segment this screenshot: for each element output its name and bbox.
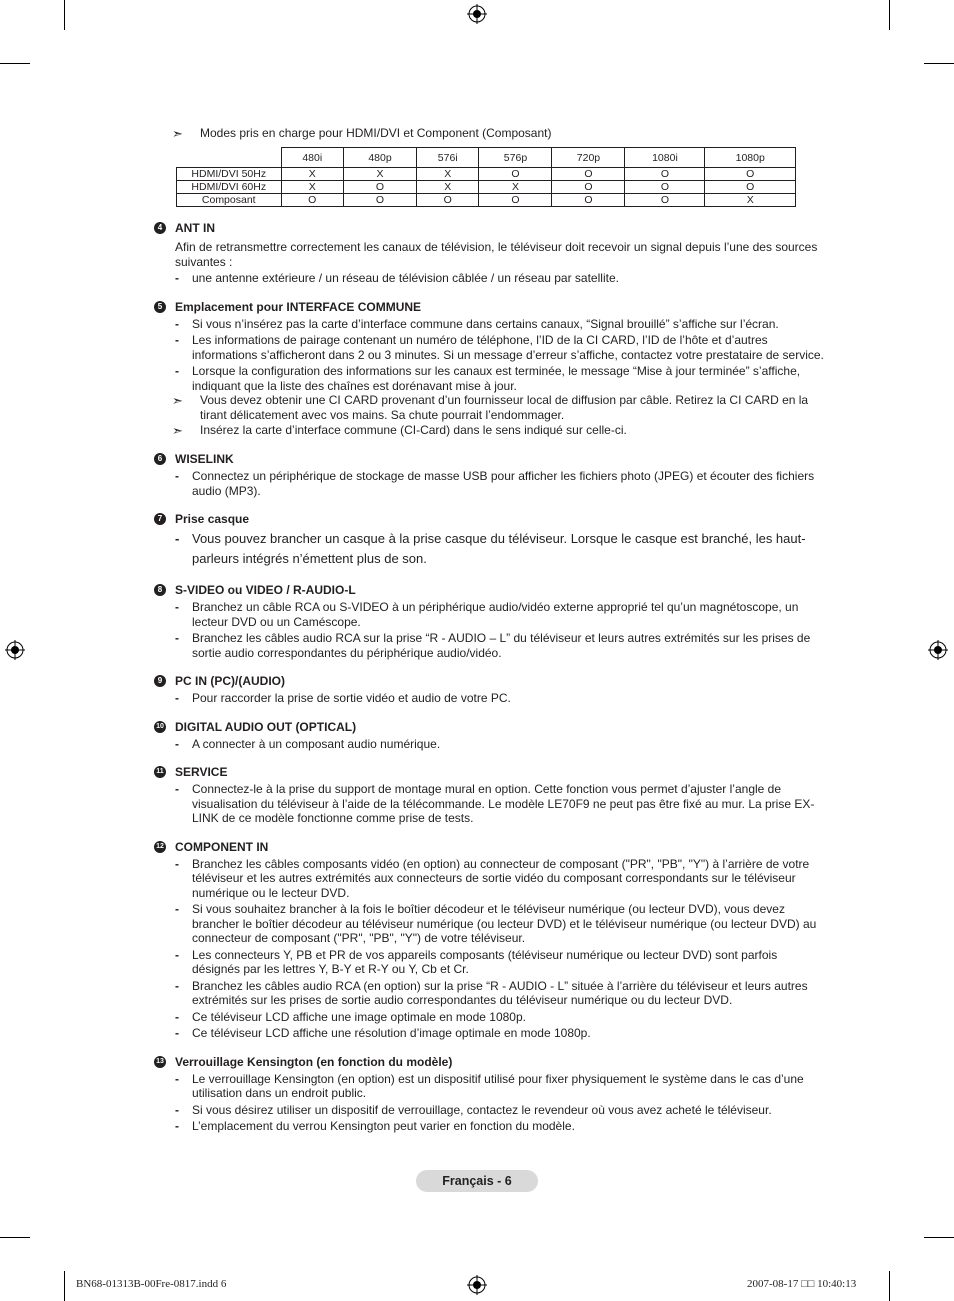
section-number-badge: 13 [154,1056,166,1068]
bullet-dash: - [175,469,179,483]
table-cell: O [625,168,705,181]
table-cell: O [344,181,417,194]
bullet-dash: - [175,1102,179,1117]
table-column-header: 480i [281,148,344,168]
bullet-dash: - [175,364,179,378]
table-cell: O [552,181,625,194]
note-arrow-icon: ➣ [172,126,183,141]
list-item [154,1072,826,1101]
table-column-header: 480p [344,148,417,168]
section-heading [154,839,826,855]
list-item [154,1010,826,1025]
section-title: DIGITAL AUDIO OUT (OPTICAL) [175,719,357,734]
bullet-dash: - [175,333,179,347]
section-title: SERVICE [175,765,228,779]
table-cell: O [552,168,625,181]
section [154,511,826,569]
section-heading [154,1054,826,1070]
table-header-row [177,148,796,168]
section-number-badge: 10 [154,721,166,733]
section-number-badge: 11 [154,766,166,778]
bullet-dash: - [175,736,179,751]
list-item [154,1026,826,1041]
table-cell: X [416,181,479,194]
table-cell: O [625,181,705,194]
bullet-dash: - [175,600,179,614]
crop-mark [0,63,30,64]
section [154,673,826,706]
table-corner-cell [177,148,282,168]
table-cell: X [281,181,344,194]
list-item [154,529,826,569]
date-slug: 2007-08-17 □□ 10:40:13 [747,1278,857,1290]
table-row-label: HDMI/DVI 50Hz [177,168,282,181]
list-item [154,948,826,977]
section [154,582,826,660]
section-heading [154,764,826,780]
table-cell: X [281,168,344,181]
bullet-dash: - [175,1119,179,1133]
section [154,839,826,1041]
table-cell: O [344,194,417,207]
section-heading [154,451,826,467]
table-cell: X [416,168,479,181]
registration-mark-icon [467,1275,487,1295]
bullet-dash: - [175,1026,179,1040]
list-item [154,857,826,901]
note [154,393,826,423]
section-number-badge: 6 [154,453,166,465]
table-column-header: 720p [552,148,625,168]
table-cell: O [705,168,796,181]
list-item [154,979,826,1008]
section [154,764,826,826]
table-cell: O [625,194,705,207]
section-title: Prise casque [175,512,250,526]
file-slug: BN68-01313B-00Fre-0817.indd 6 [76,1278,227,1290]
bullet-dash: - [175,271,179,285]
section-heading [154,719,826,735]
bullet-dash: - [175,316,179,331]
table-column-header: 576p [479,148,552,168]
table-row-label: Composant [177,194,282,207]
table-row-label: HDMI/DVI 60Hz [177,181,282,194]
section-heading [154,673,826,689]
list-item-text: L’emplacement du verrou Kensington peut varier en fonction du modèle. [192,1119,575,1133]
registration-mark-icon [467,4,487,24]
section-number-badge: 5 [154,301,166,313]
list-item [154,1103,826,1118]
section-title: PC IN (PC)/(AUDIO) [175,674,285,688]
section-number-badge: 9 [154,675,166,687]
list-item-text: Branchez un câble RCA ou S-VIDEO à un périphérique audio/vidéo externe approprié tel qu’un magnétoscope, un lecteur DVD ou un Caméscope. [192,600,799,629]
crop-mark [924,1237,954,1238]
list-item-text: Les connecteurs Y, PB et PR de vos appareils composants (téléviseur numérique ou lecteur DVD) sont parfois désignés par les lettres Y, B-Y et R-Y ou Y, Cb et Cr. [192,947,778,976]
crop-mark [64,1271,65,1301]
section [154,1054,826,1134]
bullet-dash: - [175,1009,179,1024]
list-item [154,469,826,498]
list-item [154,782,826,826]
bullet-dash: - [175,902,179,916]
list-item-text: Ce téléviseur LCD affiche une image optimale en mode 1080p. [192,1009,526,1024]
table-row [177,168,796,181]
bullet-dash: - [175,1071,179,1086]
table-cell: O [552,194,625,207]
list-item-text: Branchez les câbles composants vidéo (en option) au connecteur de composant ("PR", "PB", "Y") à l’arrière de votre téléviseur et les autres extrémités aux connecteurs de sortie vidéo du composant correspondants sur le téléviseur numérique ou le lecteur DVD. [192,856,810,900]
list-item [154,691,826,706]
table-cell: O [281,194,344,207]
table-column-header: 1080i [625,148,705,168]
section-heading [154,582,826,598]
list-item-text: Branchez les câbles audio RCA sur la prise “R - AUDIO – L” du téléviseur et leurs autres extrémités sur les prises de sortie audio correspondantes du périphérique audio/vidéo. [192,631,811,660]
list-item [154,333,826,362]
section-heading [154,220,826,236]
sections [154,220,826,1134]
list-item-text: Si vous n’insérez pas la carte d’interface commune dans certains canaux, “Signal brouillé” s’affiche sur l’écran. [192,316,779,331]
page-content [154,126,826,1134]
bullet-dash: - [175,947,179,962]
bullet-dash: - [175,978,179,993]
list-item [154,600,826,629]
section-number-badge: 12 [154,841,166,853]
page-number-badge: Français - 6 [416,1170,538,1192]
section-heading [154,511,826,527]
note-arrow-icon: ➣ [172,423,183,438]
table-cell: O [705,181,796,194]
table-cell: O [479,168,552,181]
crop-mark [0,1237,30,1238]
list-item-text: Lorsque la configuration des informations sur les canaux est terminée, le message “Mise à jour terminée” s’affiche, indiquant que la liste des chaînes est dorénavant mise à jour. [192,364,801,393]
list-item-text: Ce téléviseur LCD affiche une résolution d’image optimale en mode 1080p. [192,1026,591,1040]
registration-mark-icon [5,640,25,660]
bullet-dash: - [175,631,179,645]
section [154,719,826,752]
section-paragraph: Afin de retransmettre correctement les canaux de télévision, le téléviseur doit recevoir un signal depuis l’une des sources suivantes : [175,240,818,269]
section-title: Verrouillage Kensington (en fonction du modèle) [175,1054,453,1069]
list-item-text: Connectez un périphérique de stockage de masse USB pour afficher les fichiers photo (JPEG) et écouter des fichiers audio (MP3). [192,469,815,498]
registration-mark-icon [928,640,948,660]
note-arrow-icon: ➣ [172,393,183,408]
list-item-text: Branchez les câbles audio RCA (en option) sur la prise “R - AUDIO - L” située à l’arrière du téléviseur et leurs autres extrémités sur les prises de sortie audio correspondantes du téléviseur numérique ou du lecteur DVD. [192,978,808,1007]
list-item-text: Connectez-le à la prise du support de montage mural en option. Cette fonction vous permet d’ajuster l’angle de visualisation du téléviseur à l’aide de la télécommande. Le modèle LE70F9 ne peut pas être fixé au mur. La prise EX-LINK de ce modèle fonctionne comme prise de tests. [192,782,815,825]
modes-table [176,147,796,207]
list-item [154,631,826,660]
crop-mark [64,0,65,30]
section-number-badge: 8 [154,584,166,596]
table-row [177,181,796,194]
section-heading [154,299,826,315]
table-cell: X [705,194,796,207]
list-item [154,1119,826,1134]
table-cell: O [479,194,552,207]
table-cell: X [479,181,552,194]
list-item-text: Si vous souhaitez brancher à la fois le boîtier décodeur et le téléviseur numérique (ou lecteur DVD), vous devez brancher le boîtier décodeur au téléviseur numérique (ou lecteur DVD) et le téléviseur numérique (ou lecteur DVD) au connecteur de composant ("PR", "PB", "Y") de votre téléviseur. [192,902,817,945]
list-item [154,902,826,946]
section-number-badge: 4 [154,222,166,234]
list-item-text: une antenne extérieure / un réseau de télévision câblée / un réseau par satellite. [192,271,619,285]
note [154,423,826,438]
bullet-dash: - [175,531,180,546]
section-title: S-VIDEO ou VIDEO / R-AUDIO-L [175,583,356,597]
section [154,220,826,286]
list-item-text: A connecter à un composant audio numérique. [192,736,441,751]
section [154,451,826,498]
section-title: WISELINK [175,452,234,466]
list-item [154,737,826,752]
table-cell: O [416,194,479,207]
table-column-header: 576i [416,148,479,168]
section-title: COMPONENT IN [175,839,269,854]
table-row [177,194,796,207]
table-column-header: 1080p [705,148,796,168]
intro-note-text: Modes pris en charge pour HDMI/DVI et Component (Composant) [200,126,552,140]
bullet-dash: - [175,782,179,796]
section-title: ANT IN [175,221,215,235]
section-title: Emplacement pour INTERFACE COMMUNE [175,299,422,314]
bullet-dash: - [175,691,179,705]
list-item-text: Vous pouvez brancher un casque à la prise casque du téléviseur. Lorsque le casque est branché, les haut-parleurs intégrés n’émettent plus de son. [192,531,806,566]
note-text: Vous devez obtenir une CI CARD provenant d’un fournisseur local de diffusion par câble. Retirez la CI CARD en la tirant délicatement avec vos mains. Sa chute pourrait l’endommager. [200,393,809,422]
list-item [154,271,826,286]
crop-mark [889,0,890,30]
list-item-text: Le verrouillage Kensington (en option) est un dispositif utilisé pour fixer physiquement le système dans le cas d’une utilisation dans un endroit public. [192,1071,804,1100]
list-item-text: Les informations de pairage contenant un numéro de téléphone, l’ID de la CI CARD, l’ID de l’hôte et d’autres informations s’afficheront dans 2 ou 3 minutes. Si un message d’erreur s’affiche, contactez votre prestataire de service. [192,333,824,362]
section-number-badge: 7 [154,513,166,525]
crop-mark [924,63,954,64]
bullet-dash: - [175,856,179,871]
note-text: Insérez la carte d’interface commune (CI-Card) dans le sens indiqué sur celle-ci. [200,423,627,437]
table-cell: X [344,168,417,181]
list-item-text: Si vous désirez utiliser un dispositif de verrouillage, contactez le revendeur où vous avez acheté le téléviseur. [192,1102,772,1117]
section [154,299,826,439]
list-item-text: Pour raccorder la prise de sortie vidéo et audio de votre PC. [192,691,511,705]
intro-note [154,126,826,141]
list-item [154,364,826,393]
crop-mark [889,1271,890,1301]
list-item [154,317,826,332]
